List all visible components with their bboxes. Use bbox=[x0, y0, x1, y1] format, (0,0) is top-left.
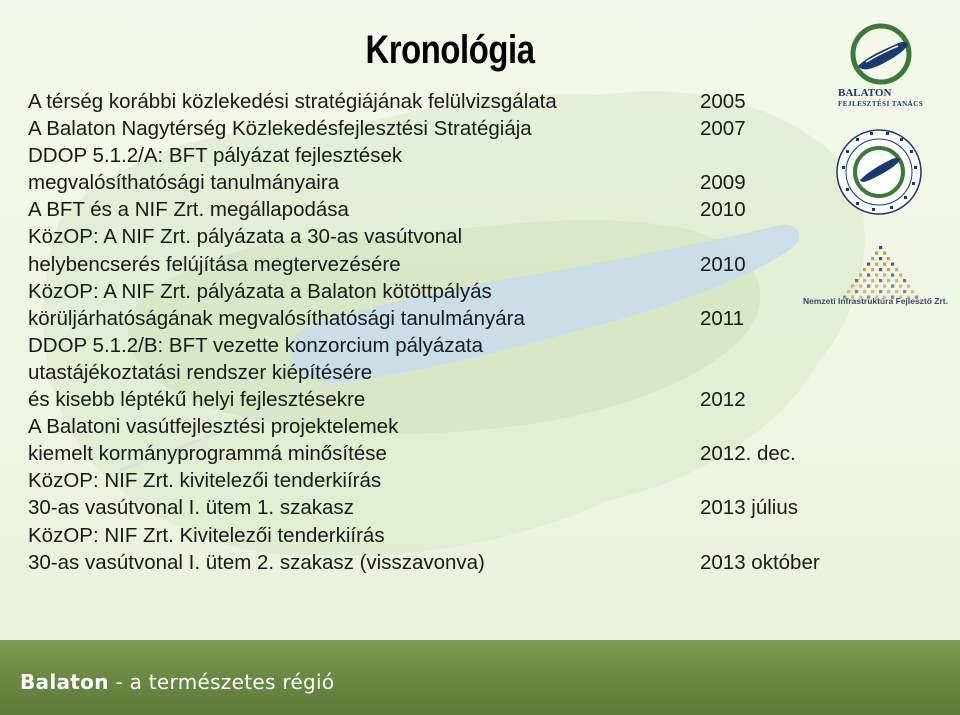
nif-logo-dot bbox=[875, 263, 878, 266]
nif-logo-dot bbox=[863, 268, 866, 271]
nif-logo-dot bbox=[899, 274, 902, 277]
nif-logo-dot bbox=[851, 285, 854, 288]
timeline-year: 2013 július bbox=[700, 496, 799, 520]
nif-logo-dot bbox=[847, 290, 850, 293]
footer-tagline-text: - a természetes régió bbox=[108, 670, 335, 694]
slide-title: Kronológia bbox=[365, 28, 535, 72]
timeline-row bbox=[28, 386, 848, 413]
timeline-event-text: KözOP: A NIF Zrt. pályázata a Balaton kötöttpályás bbox=[28, 279, 492, 303]
timeline-year: 2012 bbox=[700, 388, 746, 412]
nif-logo-dot bbox=[879, 246, 882, 249]
timeline-event-text: KözOP: A NIF Zrt. pályázata a 30-as vasútvonal bbox=[28, 225, 463, 249]
nif-logo-dot bbox=[875, 274, 878, 277]
bft-logo-caption: BALATON FEJLESZTÉSI TANÁCS bbox=[838, 87, 924, 108]
nif-logo-dot bbox=[903, 279, 906, 282]
timeline-event-text: A térség korábbi közlekedési stratégiájának felülvizsgálata bbox=[28, 90, 557, 113]
timeline-year: 2005 bbox=[700, 90, 746, 113]
nif-logo-dot bbox=[887, 268, 890, 271]
nif-logo-dot bbox=[871, 290, 874, 293]
nif-logo-dot bbox=[863, 279, 866, 282]
timeline-row bbox=[28, 278, 848, 305]
timeline-row bbox=[28, 413, 848, 440]
timeline-year: 2012. dec. bbox=[700, 442, 796, 466]
nif-logo-dot bbox=[875, 285, 878, 288]
nif-logo-dot bbox=[859, 274, 862, 277]
timeline-row bbox=[28, 332, 848, 359]
nif-logo-dot bbox=[855, 290, 858, 293]
nif-logo-dot bbox=[871, 279, 874, 282]
nif-logo-dot bbox=[899, 285, 902, 288]
timeline-row bbox=[28, 196, 848, 223]
nif-logo-dot bbox=[887, 290, 890, 293]
nif-logo-dot bbox=[871, 268, 874, 271]
nif-logo-dot bbox=[871, 257, 874, 260]
nif-logo-dot bbox=[891, 285, 894, 288]
timeline-row bbox=[28, 522, 848, 549]
balatoni-integracios-kozhasznu-nonprofit-kft-logo bbox=[834, 126, 924, 218]
timeline-event-text: KözOP: NIF Zrt. Kivitelezői tenderkiírás bbox=[28, 523, 385, 547]
timeline-row bbox=[28, 359, 848, 386]
nif-logo-dot bbox=[895, 268, 898, 271]
nif-logo-dot bbox=[891, 263, 894, 266]
timeline-row bbox=[28, 223, 848, 250]
timeline-event-text: A Balaton Nagytérség Közlekedésfejlesztési Stratégiája bbox=[28, 117, 532, 141]
timeline-event-text: A BFT és a NIF Zrt. megállapodása bbox=[28, 198, 349, 222]
timeline-event-text: KözOP: NIF Zrt. kivitelezői tenderkiírás bbox=[28, 469, 382, 493]
timeline-event-text: 30-as vasútvonal I. ütem 1. szakasz bbox=[28, 496, 354, 520]
timeline-event-text: és kisebb léptékű helyi fejlesztésekre bbox=[28, 388, 366, 412]
timeline-year: 2010 bbox=[700, 252, 746, 276]
nif-logo-dot bbox=[875, 252, 878, 255]
timeline-row bbox=[28, 251, 848, 278]
timeline-event-text: kiemelt kormányprogrammá minősítése bbox=[28, 442, 387, 466]
nif-logo-dot bbox=[879, 268, 882, 271]
nif-logo-dot bbox=[883, 263, 886, 266]
nif-logo-dot bbox=[887, 257, 890, 260]
timeline-row bbox=[28, 88, 848, 115]
nif-logo-dot bbox=[867, 274, 870, 277]
nif-logo-dot bbox=[867, 263, 870, 266]
nif-logo-dot bbox=[883, 274, 886, 277]
timeline-event-text: DDOP 5.1.2/A: BFT pályázat fejlesztések bbox=[28, 144, 403, 168]
timeline-row bbox=[28, 169, 848, 196]
timeline-year: 2010 bbox=[700, 198, 746, 222]
nif-logo-dot bbox=[887, 279, 890, 282]
timeline-year: 2013 október bbox=[700, 550, 820, 574]
footer-bar bbox=[0, 640, 960, 715]
nif-logo-dot bbox=[867, 285, 870, 288]
nif-logo-dot bbox=[879, 290, 882, 293]
timeline-row bbox=[28, 549, 848, 576]
nif-logo-dot bbox=[895, 279, 898, 282]
footer-tagline bbox=[20, 670, 334, 694]
nif-logo-dot bbox=[879, 257, 882, 260]
timeline-row bbox=[28, 467, 848, 494]
timeline-list bbox=[28, 88, 848, 576]
timeline-event-text: 30-as vasútvonal I. ütem 2. szakasz (visszavonva) bbox=[28, 550, 485, 574]
nif-logo-dot bbox=[879, 279, 882, 282]
nif-logo-dot bbox=[907, 285, 910, 288]
timeline-year: 2007 bbox=[700, 117, 746, 141]
timeline-year: 2011 bbox=[700, 306, 745, 330]
timeline-event-text: A Balatoni vasútfejlesztési projektelemek bbox=[28, 415, 399, 439]
nif-logo-dot bbox=[895, 290, 898, 293]
footer-brand: Balaton bbox=[20, 670, 109, 694]
nif-logo-dot bbox=[903, 290, 906, 293]
timeline-row bbox=[28, 494, 848, 521]
timeline-event-text: utastájékoztatási rendszer kiépítésére bbox=[28, 360, 373, 384]
nif-logo-dot bbox=[863, 290, 866, 293]
nif-logo-dot bbox=[911, 290, 914, 293]
nif-logo-dot bbox=[883, 285, 886, 288]
nif-logo-dot bbox=[855, 279, 858, 282]
nif-logo-dot bbox=[891, 274, 894, 277]
timeline-event-text: megvalósíthatósági tanulmányaira bbox=[28, 171, 340, 195]
timeline-event-text: helybencserés felújítása megtervezésére bbox=[28, 252, 401, 276]
nif-logo-caption: Nemzeti Infrastruktúra Fejlesztő Zrt. bbox=[803, 296, 949, 306]
nif-logo-dot bbox=[859, 285, 862, 288]
timeline-event-text: körüljárhatóságának megvalósíthatósági tanulmányára bbox=[28, 306, 525, 330]
timeline-row bbox=[28, 305, 848, 332]
nif-logo-dot bbox=[883, 252, 886, 255]
timeline-event-text: DDOP 5.1.2/B: BFT vezette konzorcium pályázata bbox=[28, 333, 484, 357]
timeline-row bbox=[28, 115, 848, 142]
timeline-row bbox=[28, 440, 848, 467]
timeline-row bbox=[28, 142, 848, 169]
timeline-year: 2009 bbox=[700, 171, 746, 195]
